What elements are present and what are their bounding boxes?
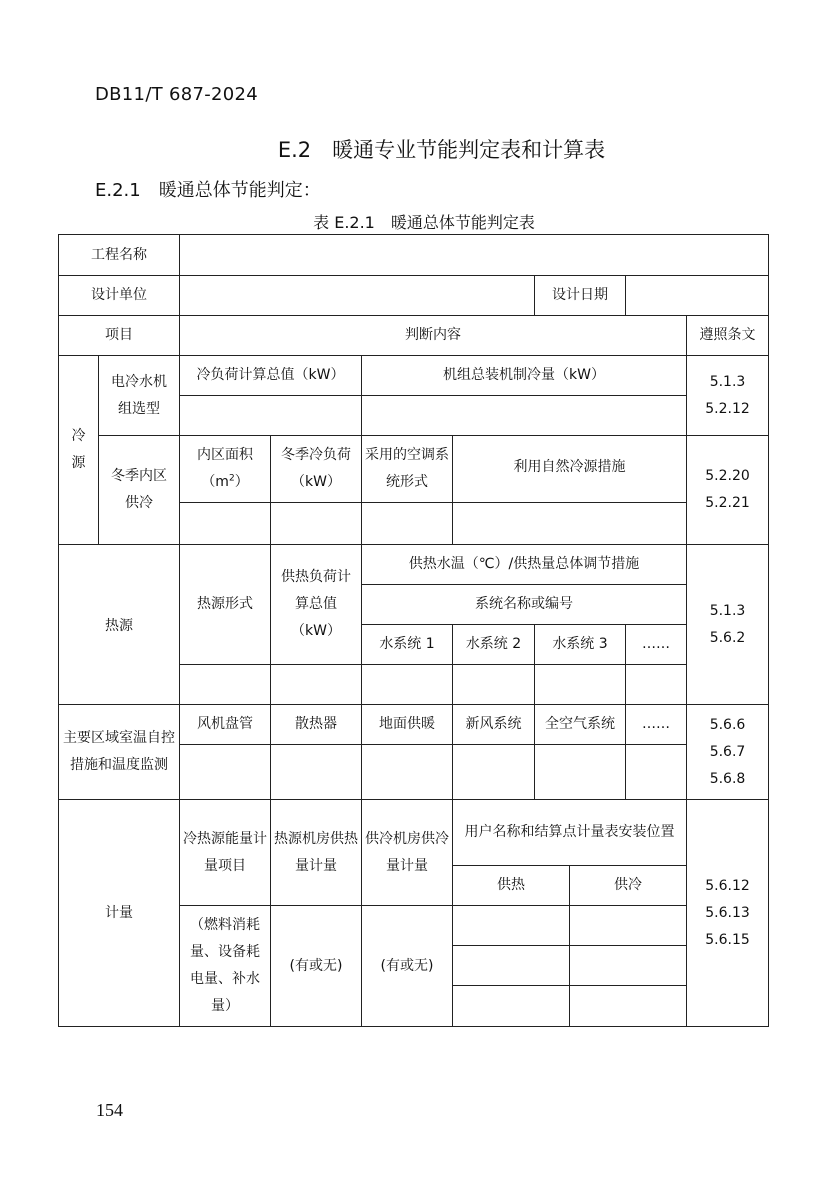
zone-control-refs: 5.6.6 5.6.7 5.6.8 [687, 705, 769, 800]
zone-control-label: 主要区域室温自控措施和温度监测 [59, 705, 180, 800]
water-system-2-value[interactable] [453, 665, 535, 705]
floor-heating-value[interactable] [362, 745, 453, 800]
section-title: E.2 暖通专业节能判定表和计算表 [277, 138, 606, 162]
heating-location-1[interactable] [453, 906, 570, 946]
radiator-value[interactable] [271, 745, 362, 800]
water-system-more-value[interactable] [626, 665, 687, 705]
system-name-header: 系统名称或编号 [362, 585, 687, 625]
water-system-more: …… [626, 625, 687, 665]
all-air-value[interactable] [535, 745, 626, 800]
item-header: 项目 [59, 316, 180, 356]
cold-source-label: 冷源 [59, 356, 99, 545]
heat-room-metering-header: 热源机房供热量计量 [271, 800, 362, 906]
all-air-header: 全空气系统 [535, 705, 626, 745]
chiller-capacity-value[interactable] [362, 396, 687, 436]
heat-source-type-value[interactable] [180, 665, 271, 705]
cool-room-metering-header: 供冷机房供冷量计量 [362, 800, 453, 906]
cooling-location-1[interactable] [570, 906, 687, 946]
fan-coil-header: 风机盘管 [180, 705, 271, 745]
water-system-1: 水系统 1 [362, 625, 453, 665]
water-system-3-value[interactable] [535, 665, 626, 705]
supply-temp-header: 供热水温（℃）/供热量总体调节措施 [362, 545, 687, 585]
design-unit-label: 设计单位 [59, 276, 180, 316]
heat-room-yes-no: (有或无) [271, 906, 362, 1027]
water-system-1-value[interactable] [362, 665, 453, 705]
page-number: 154 [96, 1100, 123, 1120]
chiller-load-header: 冷负荷计算总值（kW） [180, 356, 362, 396]
heating-location-2[interactable] [453, 946, 570, 986]
natural-cooling-value[interactable] [453, 503, 687, 545]
project-name-label: 工程名称 [59, 235, 180, 276]
water-system-2: 水系统 2 [453, 625, 535, 665]
project-name-value[interactable] [180, 235, 769, 276]
clause-header: 遵照条文 [687, 316, 769, 356]
radiator-header: 散热器 [271, 705, 362, 745]
winter-cooling-label: 冬季内区供冷 [99, 436, 180, 545]
metering-refs: 5.6.12 5.6.13 5.6.15 [687, 800, 769, 1027]
meter-location-header: 用户名称和结算点计量表安装位置 [453, 800, 687, 866]
winter-load-header: 冬季冷负荷（kW） [271, 436, 362, 503]
energy-metering-header: 冷热源能量计量项目 [180, 800, 271, 906]
heating-location-3[interactable] [453, 986, 570, 1027]
fresh-air-header: 新风系统 [453, 705, 535, 745]
cooling-location-3[interactable] [570, 986, 687, 1027]
heat-source-refs: 5.1.3 5.6.2 [687, 545, 769, 705]
chiller-load-value[interactable] [180, 396, 362, 436]
metering-label: 计量 [59, 800, 180, 1027]
inner-area-header: 内区面积$(m^2)$ [180, 436, 271, 503]
cooling-header: 供冷 [570, 866, 687, 906]
document-code: DB11/T 687-2024 [95, 84, 259, 105]
heating-load-value[interactable] [271, 665, 362, 705]
heat-source-type-header: 热源形式 [180, 545, 271, 665]
chiller-capacity-header: 机组总装机制冷量（kW） [362, 356, 687, 396]
chiller-label: 电冷水机组选型 [99, 356, 180, 436]
winter-refs: 5.2.20 5.2.21 [687, 436, 769, 545]
natural-cooling-header: 利用自然冷源措施 [453, 436, 687, 503]
ac-system-type-header: 采用的空调系统形式 [362, 436, 453, 503]
fresh-air-value[interactable] [453, 745, 535, 800]
winter-load-value[interactable] [271, 503, 362, 545]
subsection-title: E.2.1 暖通总体节能判定： [95, 180, 321, 201]
design-date-value[interactable] [626, 276, 769, 316]
energy-judgement-table [58, 234, 769, 1027]
metering-note: （燃料消耗量、设备耗电量、补水量） [180, 906, 271, 1027]
fan-coil-value[interactable] [180, 745, 271, 800]
heating-load-header: 供热负荷计算总值（kW） [271, 545, 362, 665]
cooling-location-2[interactable] [570, 946, 687, 986]
design-date-label: 设计日期 [535, 276, 626, 316]
heat-source-label: 热源 [59, 545, 180, 705]
heating-header: 供热 [453, 866, 570, 906]
chiller-refs: 5.1.3 5.2.12 [687, 356, 769, 436]
zone-more-value[interactable] [626, 745, 687, 800]
content-header: 判断内容 [180, 316, 687, 356]
design-unit-value[interactable] [180, 276, 535, 316]
ac-system-type-value[interactable] [362, 503, 453, 545]
cool-room-yes-no: (有或无) [362, 906, 453, 1027]
table-title: 表 E.2.1 暖通总体节能判定表 [313, 213, 535, 232]
water-system-3: 水系统 3 [535, 625, 626, 665]
zone-more-header: …… [626, 705, 687, 745]
floor-heating-header: 地面供暖 [362, 705, 453, 745]
inner-area-value[interactable] [180, 503, 271, 545]
